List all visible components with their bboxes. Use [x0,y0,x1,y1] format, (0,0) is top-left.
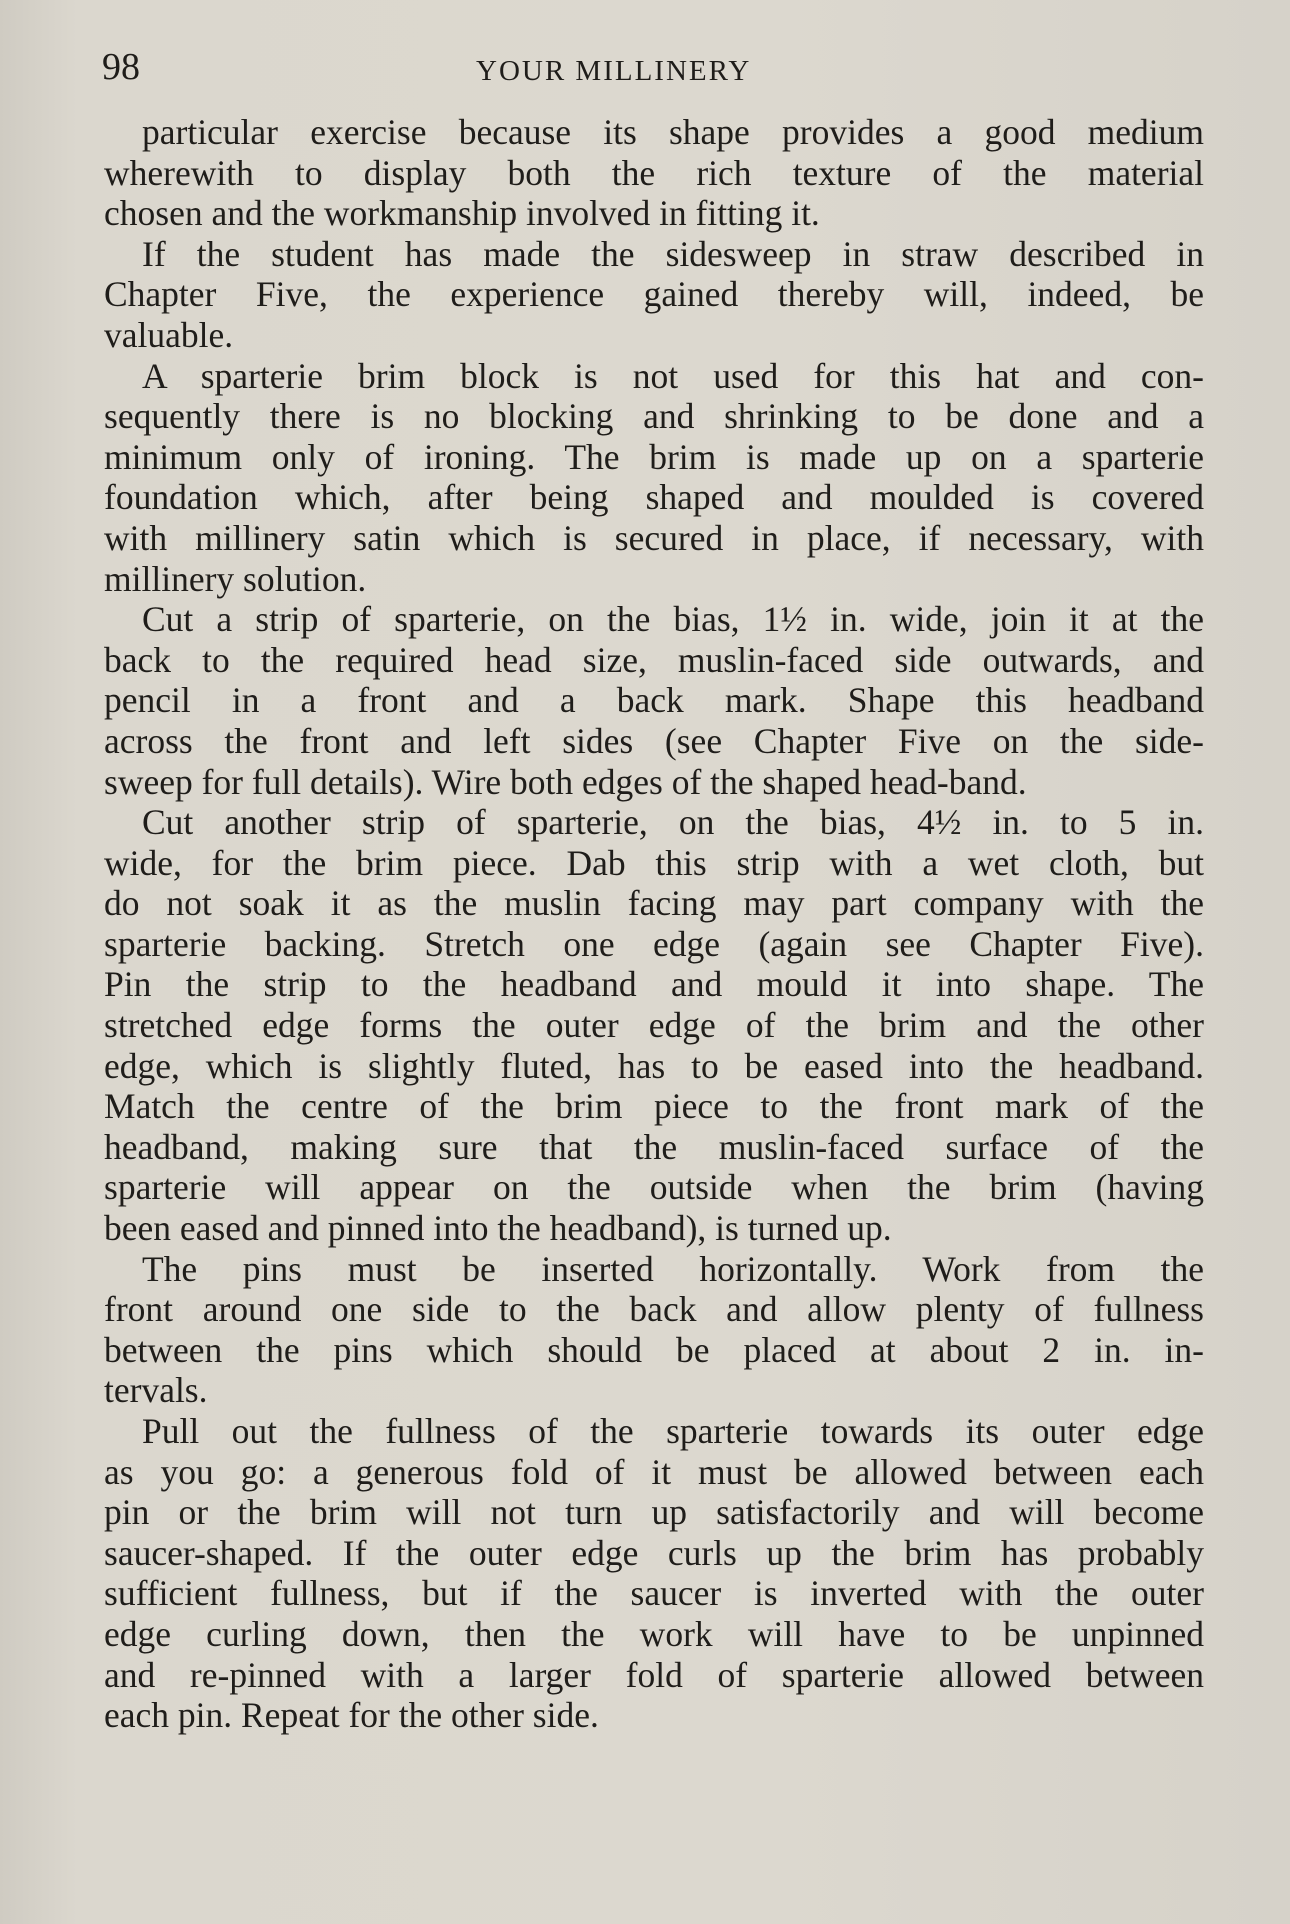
text-line: been eased and pinned into the headband), is turned up. [104,1208,892,1249]
text-line: as you go: a generous fold of it must be allowed between each [104,1451,1204,1492]
text-line: Cut another strip of sparterie, on the bias, 4½ in. to 5 in. [142,802,1204,843]
text-line: edge, which is slightly fluted, has to be eased into the headband. [104,1045,1204,1086]
paragraph [104,112,1204,234]
text-line: Cut a strip of sparterie, on the bias, 1½ in. wide, join it at the [142,599,1204,640]
text-line: headband, making sure that the muslin-faced surface of the [104,1126,1204,1167]
text-line: A sparterie brim block is not used for this hat and con- [142,355,1204,396]
paragraph [104,1411,1204,1736]
text-line: between the pins which should be placed at about 2 in. in- [104,1329,1204,1370]
text-line: saucer-shaped. If the outer edge curls up the brim has probably [104,1532,1204,1573]
text-line: front around one side to the back and allow plenty of fullness [104,1289,1204,1330]
text-line: millinery solution. [104,558,367,599]
page-header [102,42,1202,92]
paragraph [104,802,1204,1249]
text-line: foundation which, after being shaped and moulded is covered [104,477,1204,518]
paragraph [104,1249,1204,1411]
text-line: If the student has made the sidesweep in straw described in [142,233,1204,274]
paragraph [104,599,1204,802]
text-line: wide, for the brim piece. Dab this strip with a wet cloth, but [104,842,1204,883]
text-line: sparterie backing. Stretch one edge (again see Chapter Five). [104,923,1204,964]
text-line: sufficient fullness, but if the saucer is inverted with the outer [104,1573,1204,1614]
body-text [104,112,1204,1736]
text-line: wherewith to display both the rich texture of the material [104,152,1204,193]
text-line: back to the required head size, muslin-faced side outwards, and [104,639,1204,680]
text-line: each pin. Repeat for the other side. [104,1695,599,1736]
text-line: pin or the brim will not turn up satisfactorily and will become [104,1492,1204,1533]
text-line: particular exercise because its shape provides a good medium [142,112,1204,152]
text-line: stretched edge forms the outer edge of the brim and the other [104,1005,1204,1046]
text-line: edge curling down, then the work will have to be unpinned [104,1613,1204,1654]
text-line: chosen and the workmanship involved in fitting it. [104,193,820,234]
text-line: across the front and left sides (see Chapter Five on the side- [104,720,1204,761]
text-line: Pin the strip to the headband and mould it into shape. The [104,964,1204,1005]
text-line: Pull out the fullness of the sparterie towards its outer edge [142,1411,1204,1451]
text-line: Chapter Five, the experience gained thereby will, indeed, be [104,274,1204,315]
text-line: and re-pinned with a larger fold of sparterie allowed between [104,1654,1204,1695]
text-line: with millinery satin which is secured in place, if necessary, with [104,517,1204,558]
text-line: Match the centre of the brim piece to the front mark of the [104,1086,1204,1127]
text-line: The pins must be inserted horizontally. Work from the [142,1248,1204,1289]
text-line: do not soak it as the muslin facing may part company with the [104,883,1204,924]
text-line: minimum only of ironing. The brim is made up on a sparterie [104,436,1204,477]
text-line: pencil in a front and a back mark. Shape this headband [104,680,1204,721]
text-line: tervals. [104,1370,208,1411]
page-number: 98 [102,46,140,88]
text-line: sequently there is no blocking and shrinking to be done and a [104,396,1204,437]
paragraph [104,356,1204,600]
text-line: sweep for full details). Wire both edges of the shaped head-band. [104,761,1027,802]
text-line: sparterie will appear on the outside when the brim (having [104,1167,1204,1208]
paragraph [104,234,1204,356]
text-line: valuable. [104,314,234,355]
running-head: YOUR MILLINERY [476,55,752,87]
